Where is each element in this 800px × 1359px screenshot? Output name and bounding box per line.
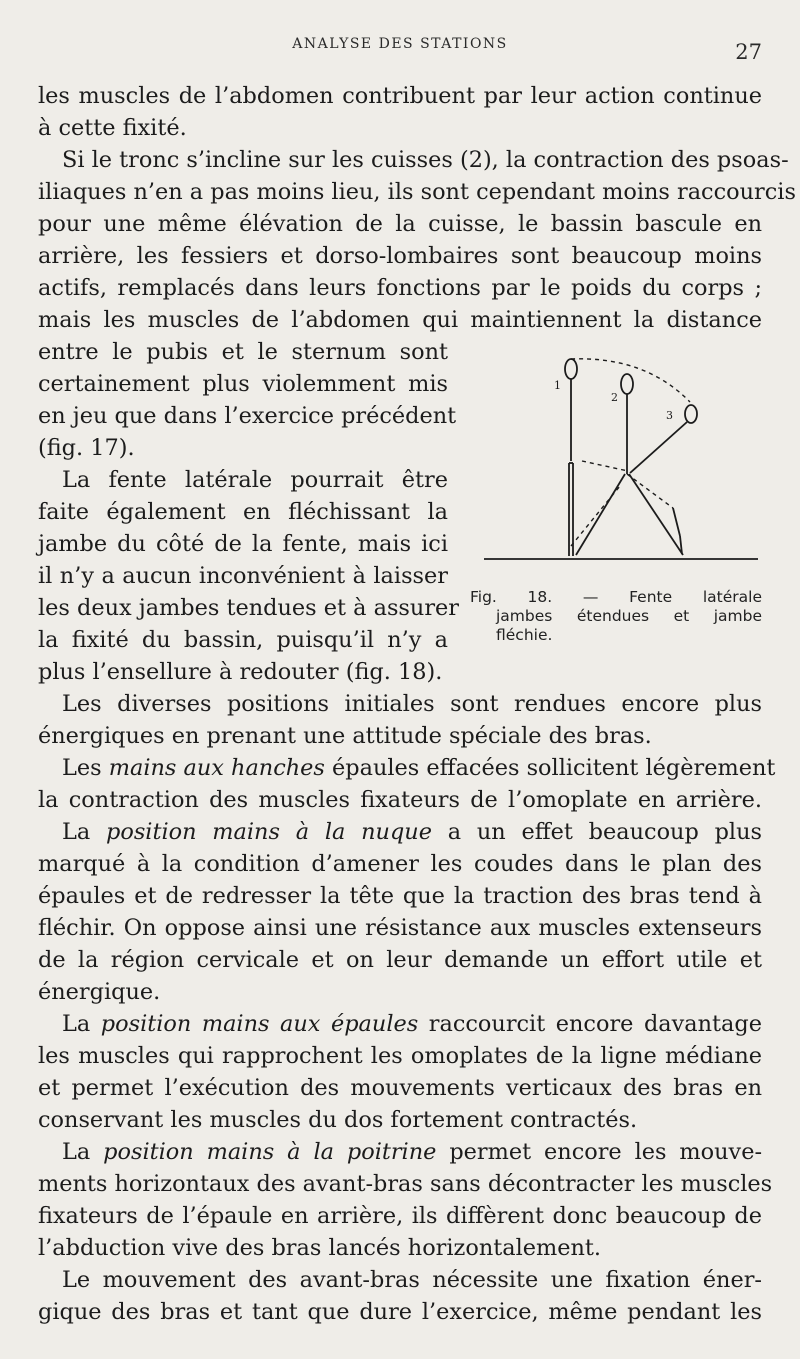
text-segment: raccourcit encore davantage [418, 1011, 762, 1037]
figure-caption [470, 588, 762, 645]
text-segment: La [62, 1011, 101, 1037]
text-line [38, 624, 448, 656]
text-line [62, 816, 762, 848]
text-line [62, 1008, 762, 1040]
caption-line: jambes étendues et jambe [496, 607, 762, 625]
text-segment: ments horizontaux des avant-bras sans décontracter les muscles [38, 1171, 773, 1197]
text-segment: actifs, remplacés dans leurs fonctions par le poids du corps ; [38, 275, 762, 301]
text-segment: certainement plus violemment mis [38, 371, 448, 397]
text-line [38, 336, 448, 368]
text-line [62, 752, 776, 784]
running-head: ANALYSE DES STATIONS [292, 36, 508, 52]
stick-figure-diagram [470, 346, 770, 576]
text-segment: la fixité du bassin, puisqu’il n’y a [38, 627, 448, 653]
text-line [38, 1232, 762, 1264]
page-number: 27 [735, 40, 762, 64]
text-line [62, 1136, 762, 1168]
text-segment: arrière, les fessiers et dorso-lombaires sont beaucoup moins [38, 243, 762, 269]
figure-3-head [685, 405, 697, 423]
text-segment: les muscles qui rapprochent les omoplates de la ligne médiane [38, 1043, 762, 1069]
text-segment: et permet l’exécution des mouvements verticaux des bras en [38, 1075, 762, 1101]
text-segment: La fente latérale pourrait être [62, 467, 448, 493]
text-segment: plus l’ensellure à redouter (fig. 18). [38, 659, 443, 685]
text-line [62, 688, 762, 720]
text-segment: pour une même élévation de la cuisse, le bassin bascule en [38, 211, 762, 237]
text-segment: (fig. 17). [38, 435, 135, 461]
figure-label-2: 2 [611, 391, 618, 404]
text-line [38, 656, 448, 688]
text-line [38, 912, 762, 944]
text-line [38, 848, 762, 880]
text-segment: conservant les muscles du dos fortement contractés. [38, 1107, 638, 1133]
figure-label-3: 3 [666, 409, 673, 422]
text-segment: jambe du côté de la fente, mais ici [38, 531, 448, 557]
head-trajectory-arc [571, 359, 690, 402]
text-segment: mais les muscles de l’abdomen qui maintiennent la distance [38, 307, 762, 333]
text-line [38, 432, 448, 464]
text-line [38, 560, 448, 592]
text-line [38, 1104, 762, 1136]
text-line [38, 784, 762, 816]
text-segment: La [62, 1139, 104, 1165]
text-segment: Le mouvement des avant-bras nécessite une fixation éner- [62, 1267, 762, 1293]
text-segment: Les diverses positions initiales sont rendues encore plus [62, 691, 762, 717]
italic-term: position mains à la poitrine [103, 1139, 437, 1165]
text-line [38, 720, 762, 752]
figure-2-head [621, 374, 633, 394]
text-line [38, 240, 762, 272]
text-line [38, 592, 460, 624]
text-line [62, 464, 448, 496]
text-line [38, 1168, 773, 1200]
text-segment: énergique. [38, 979, 161, 1005]
text-segment: Les [62, 755, 109, 781]
text-segment: les muscles de l’abdomen contribuent par leur action continue [38, 83, 762, 109]
figure-label-1: 1 [554, 379, 561, 392]
text-segment: Si le tronc s’incline sur les cuisses (2), la contraction des psoas- [62, 147, 789, 173]
text-line [38, 1040, 762, 1072]
text-line [38, 176, 796, 208]
figure-3-trunk [630, 422, 687, 473]
figure-18 [470, 346, 770, 576]
text-segment: marqué à la condition d’amener les coudes dans le plan des [38, 851, 762, 877]
figure-2-left-leg [576, 474, 625, 555]
text-segment: permet encore les mouve- [436, 1139, 763, 1165]
text-segment: iliaques n’en a pas moins lieu, ils sont cependant moins raccourcis [38, 179, 796, 205]
text-line [38, 400, 457, 432]
text-segment: La [62, 819, 106, 845]
text-segment: de la région cervicale et on leur demande un effort utile et [38, 947, 762, 973]
dashed-leg [582, 461, 628, 471]
text-segment: a un effet beaucoup plus [431, 819, 762, 845]
text-line [38, 272, 762, 304]
text-segment: en jeu que dans l’exercice précédent [38, 403, 457, 429]
text-segment: énergiques en prenant une attitude spéciale des bras. [38, 723, 652, 749]
text-segment: fléchir. On oppose ainsi une résistance aux muscles extenseurs [38, 915, 762, 941]
text-segment: gique des bras et tant que dure l’exercice, même pendant les [38, 1299, 762, 1325]
text-line [62, 144, 789, 176]
text-line [38, 368, 448, 400]
text-segment: à cette fixité. [38, 115, 187, 141]
italic-term: mains aux hanches [108, 755, 325, 781]
text-line [38, 496, 448, 528]
text-segment: l’abduction vive des bras lancés horizontalement. [38, 1235, 602, 1261]
text-line [38, 528, 448, 560]
text-segment: il n’y a aucun inconvénient à laisser [38, 563, 448, 589]
text-segment: les deux jambes tendues et à assurer [38, 595, 460, 621]
text-line [38, 1072, 762, 1104]
text-line [38, 112, 762, 144]
caption-line: fléchie. [496, 626, 553, 644]
italic-term: position mains aux épaules [100, 1011, 419, 1037]
italic-term: position mains à la nuque [106, 819, 432, 845]
text-segment: épaules effacées sollicitent légèrement [324, 755, 776, 781]
text-line [62, 1264, 762, 1296]
text-line [38, 80, 762, 112]
text-line [38, 208, 762, 240]
text-segment: fixateurs de l’épaule en arrière, ils diffèrent donc beaucoup de [38, 1203, 762, 1229]
text-segment: épaules et de redresser la tête que la traction des bras tend à [38, 883, 762, 909]
text-line [38, 304, 762, 336]
text-line [38, 880, 762, 912]
text-line [38, 944, 762, 976]
text-segment: entre le pubis et le sternum sont [38, 339, 448, 365]
text-segment: la contraction des muscles fixateurs de l’omoplate en arrière. [38, 787, 762, 813]
caption-line: Fig. 18. — Fente latérale [470, 588, 762, 606]
text-line [38, 1200, 762, 1232]
text-line [38, 976, 762, 1008]
figure-1-head [565, 359, 577, 379]
text-segment: faite également en fléchissant la [38, 499, 448, 525]
text-line [38, 1296, 762, 1328]
